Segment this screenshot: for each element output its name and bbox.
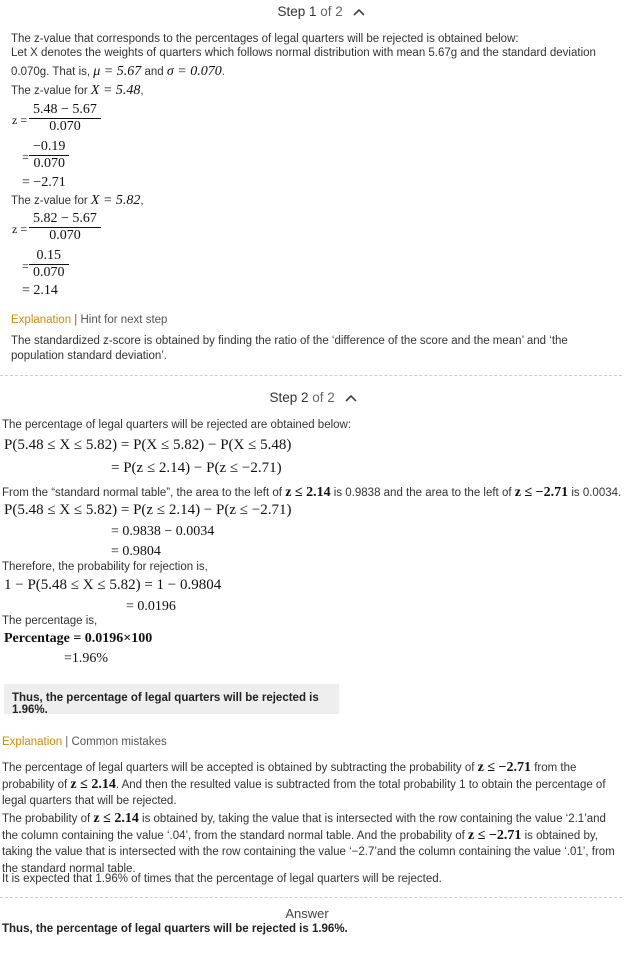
p2-z1: z ≤ 2.14 (93, 811, 139, 826)
equals-4: = (22, 259, 29, 273)
fraction-4-numerator: 0.15 (29, 248, 69, 265)
equation-2: = P(z ≤ 2.14) − P(z ≤ −2.71) (111, 460, 282, 476)
p1-z1: z ≤ −2.71 (477, 760, 532, 775)
step-2-explanation-tabs (2, 736, 167, 748)
step-2-label: Step 2 (269, 390, 309, 405)
answer-header: Answer (285, 906, 329, 921)
equation-6: 1 − P(5.48 ≤ X ≤ 5.82) = 1 − 0.9804 (4, 577, 222, 593)
equation-4: = 0.9838 − 0.0034 (111, 524, 215, 539)
fraction-1 (29, 102, 101, 135)
table-mid: is 0.9838 and the area to the left of (333, 487, 512, 499)
step-1-intro: The z-value that corresponds to the percentages of legal quarters will be rejected is obtained below: (11, 33, 519, 45)
explanation-paragraph-3: It is expected that 1.96% of times that the percentage of legal quarters will be rejected. (2, 873, 442, 885)
step-1-params (11, 64, 225, 80)
p1-text-b: from the probability of (2, 762, 577, 791)
step-1-let-line: Let X denotes the weights of quarters which follows normal distribution with mean 5.67g and the standard deviation (11, 47, 596, 59)
fraction-3-numerator: 5.82 − 5.67 (29, 211, 101, 228)
p2-text-a: The probability of (2, 813, 91, 825)
z-equals-1: z = (12, 113, 28, 127)
params-period: . (221, 66, 225, 78)
z-for-2-prefix: The z-value for (11, 195, 88, 207)
params-prefix: 0.070g. That is, (11, 66, 91, 78)
step-1-label: Step 1 (277, 4, 317, 19)
step-divider (0, 375, 622, 376)
step-2-of: of 2 (312, 390, 335, 405)
step-1-explanation-tabs (11, 314, 167, 326)
conclusion-box (4, 684, 339, 714)
z1-result: = −2.71 (22, 175, 66, 190)
explanation-paragraph-2 (2, 811, 617, 877)
explanation-tab[interactable]: Explanation (11, 314, 72, 326)
step-1-of: of 2 (320, 4, 343, 19)
fraction-2 (29, 139, 69, 172)
fraction-4 (29, 248, 69, 281)
equation-3: P(5.48 ≤ X ≤ 5.82) = P(z ≤ 2.14) − P(z ≤ −2.71) (4, 502, 292, 518)
explanation-paragraph-1 (2, 760, 617, 810)
p1-text-a: The percentage of legal quarters will be accepted is obtained by subtracting the probability of (2, 762, 475, 774)
sigma-value: σ = 0.070 (166, 64, 222, 79)
z-for-2-suffix: , (140, 195, 144, 207)
tab-separator: | (71, 314, 81, 326)
equation-8: Percentage = 0.0196×100 (4, 631, 153, 646)
fraction-3-denominator: 0.070 (49, 228, 81, 243)
answer-divider (0, 897, 622, 898)
z2-result: = 2.14 (22, 283, 58, 298)
hint-next-step-tab[interactable]: Hint for next step (80, 314, 168, 326)
p2-text-c: is obtained by, taking the value that is intersected with the row containing the value ‘−2.7’and the column containing the value ‘.01’, from the standard normal table. (2, 829, 615, 875)
common-mistakes-tab[interactable]: Common mistakes (71, 736, 167, 748)
step-1-header[interactable] (0, 4, 642, 19)
chevron-up-icon[interactable] (353, 8, 365, 16)
z-for-2-line (11, 193, 144, 209)
equals-2: = (22, 150, 29, 164)
z-for-1-line (11, 83, 144, 99)
fraction-1-denominator: 0.070 (49, 119, 81, 134)
fraction-1-numerator: 5.48 − 5.67 (29, 102, 101, 119)
table-z1: z ≤ 2.14 (285, 485, 331, 500)
tab-separator: | (62, 736, 72, 748)
answer-text: Thus, the percentage of legal quarters will be rejected is 1.96%. (2, 923, 348, 935)
fraction-2-numerator: −0.19 (29, 139, 69, 156)
z-for-1-x: X = 5.48 (90, 83, 141, 98)
equation-1: P(5.48 ≤ X ≤ 5.82) = P(X ≤ 5.82) − P(X ≤ 5.48) (4, 437, 292, 453)
p2-text-b: is obtained by, taking the value that is intersected with the row containing the value ‘2.1’and the column containing the value ‘.04’, from the standard normal table. And the probability of (2, 813, 606, 842)
params-and: and (144, 66, 164, 78)
mu-value: μ = 5.67 (93, 64, 142, 79)
table-lookup-line (2, 485, 621, 501)
z-equals-2: z = (12, 222, 28, 236)
step-2-intro: The percentage of legal quarters will be rejected are obtained below: (2, 419, 352, 431)
fraction-3 (29, 211, 101, 244)
table-suffix: is 0.0034. (571, 487, 622, 499)
step-1-explanation-text: The standardized z-score is obtained by finding the ratio of the ‘difference of the score and the mean’ and ‘the population standard deviation’. (11, 335, 568, 362)
equation-9: =1.96% (64, 651, 109, 666)
fraction-4-denominator: 0.070 (33, 265, 65, 280)
table-z2: z ≤ −2.71 (514, 485, 569, 500)
step-2-header[interactable] (0, 390, 634, 405)
z-for-1-prefix: The z-value for (11, 85, 88, 97)
equation-7: = 0.0196 (126, 599, 176, 614)
p1-text-c: . And then the resulted value is subtracted from the total probability 1 to obtain the percentage of legal quarters that will be rejected. (2, 778, 606, 807)
percentage-intro: The percentage is, (2, 615, 98, 627)
chevron-up-icon[interactable] (345, 394, 357, 402)
z-for-1-suffix: , (140, 85, 144, 97)
therefore-line: Therefore, the probability for rejection is, (2, 561, 208, 573)
explanation-tab[interactable]: Explanation (2, 736, 63, 748)
p1-z2: z ≤ 2.14 (70, 776, 116, 792)
table-prefix: From the “standard normal table”, the area to the left of (2, 487, 282, 499)
fraction-2-denominator: 0.070 (33, 156, 65, 171)
p2-z2: z ≤ −2.71 (468, 827, 522, 843)
conclusion-text: Thus, the percentage of legal quarters will be rejected is 1.96%. (12, 692, 319, 716)
equation-5: = 0.9804 (111, 544, 161, 559)
z-for-2-x: X = 5.82 (90, 193, 141, 208)
